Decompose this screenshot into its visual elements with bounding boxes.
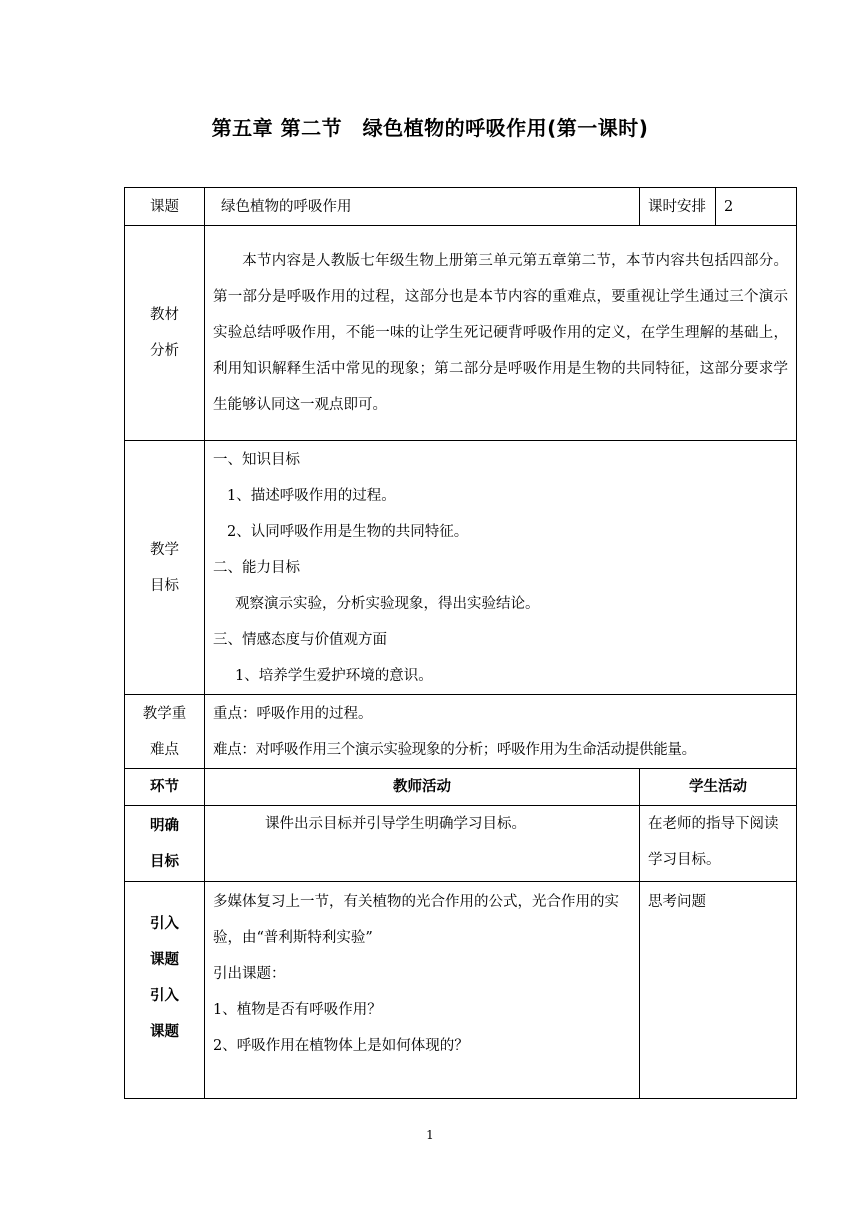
stage-goals-label: 明确 目标 (125, 806, 205, 882)
topic-label: 课题 (125, 188, 205, 226)
page-title: 第五章 第二节 绿色植物的呼吸作用(第一课时) (211, 116, 649, 140)
hours-value: 2 (716, 188, 797, 226)
topic-row (125, 188, 797, 226)
objective-line: 一、知识目标 (213, 451, 300, 468)
objective-line: 2、认同呼吸作用是生物的共同特征。 (227, 523, 469, 540)
page-number: 1 (426, 1128, 434, 1142)
stage-header: 环节 (125, 769, 205, 806)
objectives-row (125, 441, 797, 695)
intro-line: 引出课题： (213, 966, 286, 982)
intro-line: 2、呼吸作用在植物体上是如何体现的？ (213, 1038, 469, 1054)
teacher-activity-header: 教师活动 (205, 769, 640, 806)
key-points-label: 教学重 难点 (125, 695, 205, 769)
key-points-row (125, 695, 797, 769)
analysis-label: 教材 分析 (125, 226, 205, 441)
lesson-plan-table (124, 187, 797, 1099)
stage-intro-student: 思考问题 (640, 882, 797, 1099)
stage-goals-row (125, 806, 797, 882)
objectives-content (205, 441, 797, 695)
difficult-point: 难点：对呼吸作用三个演示实验现象的分析；呼吸作用为生命活动提供能量。 (213, 741, 696, 758)
intro-line: 多媒体复习上一节，有关植物的光合作用的公式，光合作用的实验，由“普利斯特利实验” (213, 894, 619, 946)
hours-label: 课时安排 (640, 188, 716, 226)
stage-intro-label: 引入 课题 引入 课题 (125, 882, 205, 1099)
objective-line: 三、情感态度与价值观方面 (213, 631, 387, 648)
objective-line: 1、培养学生爱护环境的意识。 (235, 667, 433, 684)
stage-intro-teacher (205, 882, 640, 1099)
activity-header-row (125, 769, 797, 806)
key-point: 重点：呼吸作用的过程。 (213, 705, 373, 722)
stage-goals-teacher: 课件出示目标并引导学生明确学习目标。 (205, 806, 640, 882)
stage-intro-row (125, 882, 797, 1099)
stage-goals-student: 在老师的指导下阅读学习目标。 (640, 806, 797, 882)
analysis-text: 本节内容是人教版七年级生物上册第三单元第五章第二节，本节内容共包括四部分。第一部分是呼吸作用的过程，这部分也是本节内容的重难点，要重视让学生通过三个演示实验总结呼吸作用，不能一味的让学生死记硬背呼吸作用的定义，在学生理解的基础上，利用知识解释生活中常见的现象；第二部分是呼吸作用是生物的共同特征，这部分要求学生能够认同这一观点即可。 (205, 226, 797, 441)
objective-line: 观察演示实验，分析实验现象，得出实验结论。 (235, 595, 540, 612)
objectives-label: 教学 目标 (125, 441, 205, 695)
objective-line: 二、能力目标 (213, 559, 300, 576)
intro-line: 1、植物是否有呼吸作用？ (213, 1002, 382, 1018)
student-activity-header: 学生活动 (640, 769, 797, 806)
objective-line: 1、描述呼吸作用的过程。 (227, 487, 396, 504)
key-points-content (205, 695, 797, 769)
analysis-row (125, 226, 797, 441)
topic-value: 绿色植物的呼吸作用 (205, 188, 640, 226)
